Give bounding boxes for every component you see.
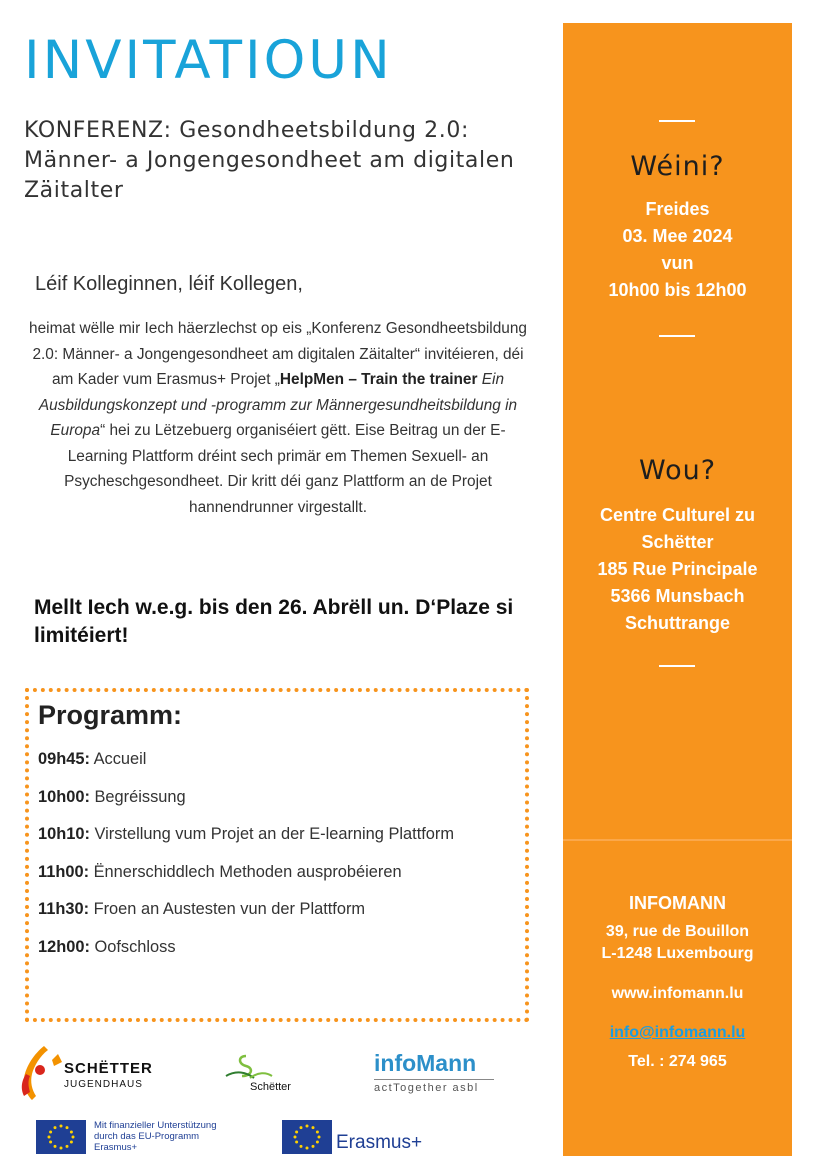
program-item [38,938,454,976]
venue-name: Centre Culturel zu [599,505,755,525]
org-street: 39, rue de Bouillon [605,923,750,940]
infomann-logo [374,1050,504,1096]
erasmus-name: Erasmus+ [336,1132,423,1153]
sidebar-divider [563,839,792,841]
eu-flag-icon [282,1120,332,1154]
program-list [38,750,454,976]
program-item [38,863,454,901]
program-activity: Begréissung [89,787,186,806]
org-website-link[interactable]: www.infomann.lu [611,985,744,1002]
where-heading: Wou? [638,455,717,486]
program-activity: Ënnerschiddlech Methoden ausprobéieren [89,862,402,881]
body-text-part2: “ hei zu Lëtzebuerg organiséiert gëtt. Eise Beitrag un der E-Learning Plattform dréint sech primär em Themen Sexuell- an Psycheschgesondheet. Dir kritt déi ganz Plattform an de Projet hannendrunner virgestallt. [64,422,506,516]
program-activity: Accueil [89,750,147,768]
project-name: HelpMen – Train the trainer [279,371,478,388]
program-item [38,825,454,863]
when-details [563,196,792,304]
when-day: Freides [645,199,710,219]
program-time: 12h00: [38,937,90,956]
program-item [38,750,454,788]
when-date: 03. Mee 2024 [622,226,733,246]
divider-dash [659,335,695,337]
when-time: 10h00 bis 12h00 [608,280,747,300]
jugendhaus-logo [18,1044,198,1104]
org-city: L-1248 Luxembourg [601,945,754,962]
jugendhaus-figure-icon [18,1044,62,1102]
org-address [563,921,792,965]
program-item [38,788,454,826]
program-time: 11h00: [38,862,90,881]
infomann-name: infoMann [374,1050,477,1076]
program-title: Programm: [38,700,183,730]
eu-funding-logo [36,1120,256,1156]
jugendhaus-subtitle: JUGENDHAUS [64,1079,143,1090]
when-heading: Wéini? [630,151,725,182]
program-activity: Virstellung vum Projet an der E-learning Plattform [89,825,455,844]
where-details [563,502,792,637]
registration-note: Mellt Iech w.e.g. bis den 26. Abrëll un. D‘Plaze si limitéiert! [34,596,514,647]
venue-commune: Schuttrange [624,613,730,633]
body-text-part1: heimat wëlle mir Iech häerzlechst op eis „Konferenz Gesondheetsbildung 2.0: Männer- a Jongengesondheet am digitalen Zäitalter“ invitéieren, déi am Kader vum Erasmus+ Projet „ [29,320,527,388]
invitation-body [22,316,534,520]
divider-dash [659,120,695,122]
org-name: INFOMANN [629,893,726,913]
schetter-name: Schëtter [250,1081,291,1093]
infomann-subtitle: actTogether asbl [374,1082,479,1094]
greeting: Léif Kolleginnen, léif Kollegen, [35,273,303,295]
program-time: 11h30: [38,900,90,919]
page-title: INVITATIOUN [24,30,393,91]
program-item [38,900,454,938]
event-info-sidebar [563,23,792,1156]
divider-dash [659,665,695,667]
erasmus-logo [282,1120,452,1156]
org-email-link[interactable]: info@infomann.lu [609,1024,746,1041]
venue-postcode: 5366 Munsbach [610,586,745,606]
eu-funding-text [94,1120,217,1153]
program-time: 10h00: [38,787,90,806]
program-box [25,688,529,1022]
infomann-underline [374,1079,494,1080]
eu-funding-line3: Erasmus+ [94,1142,138,1153]
when-from: vun [661,253,694,273]
program-time: 10h10: [38,825,90,844]
eu-flag-icon [36,1120,86,1154]
eu-funding-line1: Mit finanzieller Unterstützung [94,1120,217,1131]
program-activity: Froen an Austesten vun der Plattform [89,900,366,919]
program-time: 09h45: [38,750,90,768]
schetter-swirl-icon [224,1054,274,1084]
project-description: Ein Ausbildungskonzept und -programm zur Männergesundheitsbildung in Europa [38,371,518,439]
schetter-logo [224,1054,314,1096]
venue-town: Schëtter [641,532,714,552]
org-phone: Tel. : 274 965 [628,1053,727,1070]
eu-funding-line2: durch das EU-Programm [94,1131,200,1142]
conference-subtitle: KONFERENZ: Gesondheetsbildung 2.0: Männer- a Jongengesondheet am digitalen Zäitalter [24,118,515,203]
venue-street: 185 Rue Principale [597,559,758,579]
program-activity: Oofschloss [89,937,176,956]
jugendhaus-name: SCHËTTER [64,1060,153,1077]
